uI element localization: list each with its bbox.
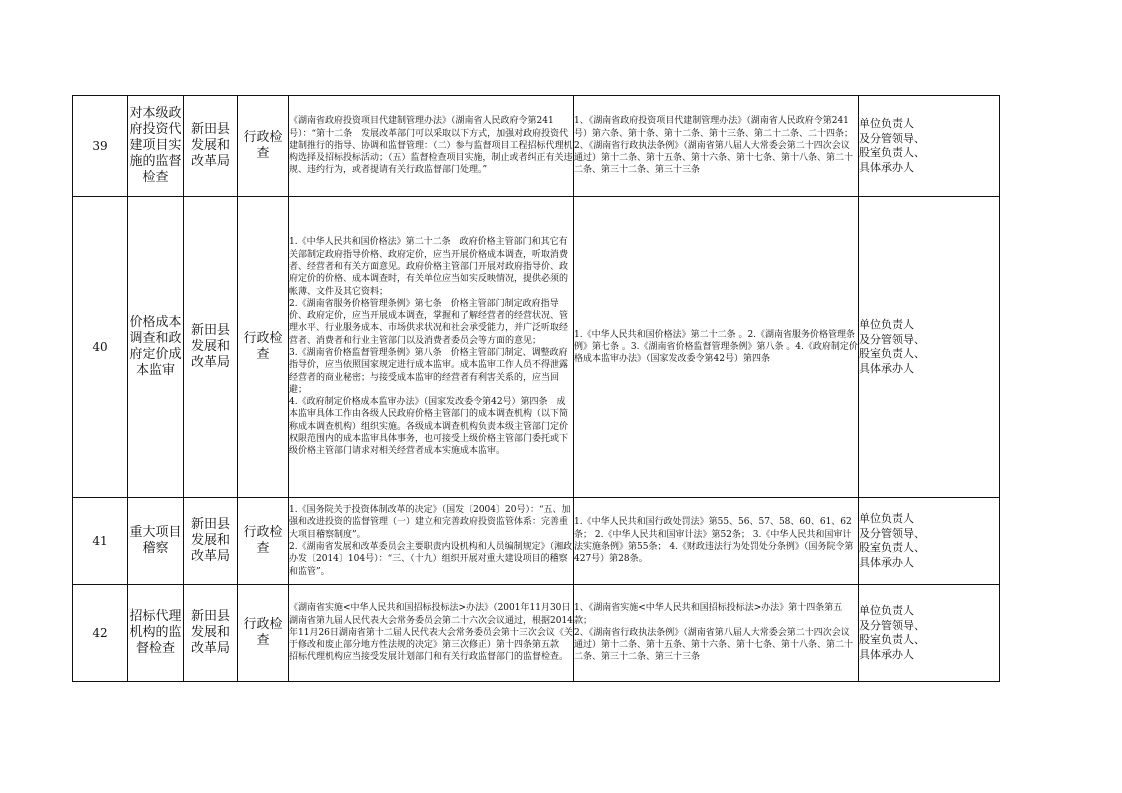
responsible-persons: 单位负责人 及分管领导、 股室负责人、 具体承办人	[859, 197, 1000, 498]
action-type: 行政检 查	[238, 585, 289, 682]
table-row	[73, 498, 1000, 585]
table-row	[73, 585, 1000, 682]
responsible-persons: 单位负责人 及分管领导、 股室负责人、 具体承办人	[859, 498, 1000, 585]
legal-provisions: 1.《中华人民共和国行政处罚法》第55、56、57、58、60、61、62条； 2.《中华人民共和国审计法》第52条； 3.《中华人民共和国审计法实施条例》第55条； 4.《财政违法行为处罚处分条例》（国务院令第427号）第28条。	[574, 498, 859, 585]
responsible-persons: 单位负责人 及分管领导、 股室负责人、 具体承办人	[859, 96, 1000, 197]
item-name: 重大项目 稽察	[128, 498, 184, 585]
row-number: 40	[73, 197, 128, 498]
table-row	[73, 197, 1000, 498]
department: 新田县 发展和 改革局	[184, 96, 238, 197]
action-type: 行政检 查	[238, 197, 289, 498]
department: 新田县 发展和 改革局	[184, 498, 238, 585]
legal-provisions: 1、《湖南省实施<中华人民共和国招标投标法>办法》第十四条第五款； 2、《湖南省行政执法条例》（湖南省第八届人大常委会第二十四次会议通过）第十二条、第十五条、第十六条、第十七条、第十八条、第二十二条、第三十二条、第三十三条	[574, 585, 859, 682]
legal-provisions: 1.《中华人民共和国价格法》第二十二条 。2.《湖南省服务价格管理条例》第七条 。3.《湖南省价格监督管理条例》第八条 。4.《政府制定价格成本监审办法》（国家发改委令第42号）第四条	[574, 197, 859, 498]
table-row	[73, 96, 1000, 197]
action-type: 行政检 查	[238, 96, 289, 197]
item-name: 招标代理 机构的监 督检查	[128, 585, 184, 682]
department: 新田县 发展和 改革局	[184, 197, 238, 498]
legal-provisions: 1、《湖南省政府投资项目代建制管理办法》（湖南省人民政府令第241号）第六条、第十条、第十二条、第十三条、第二十二条、二十四条； 2、《湖南省行政执法条例》（湖南省第八届人大常委会第二十四次会议通过）第十二条、第十五条、第十六条、第十七条、第十八条、第二十二条、第三十二条、第三十三条	[574, 96, 859, 197]
row-number: 42	[73, 585, 128, 682]
legal-basis: 《湖南省政府投资项目代建制管理办法》（湖南省人民政府令第241号）：“第十二条 发展改革部门可以采取以下方式，加强对政府投资代建制推行的指导、协调和监督管理：（二）参与监督项目工程招标代理机构选择及招标投标活动；（五）监督检查项目实施，制止或者纠正有关违规、违约行为，或者提请有关行政监督部门处理。”	[289, 96, 574, 197]
item-name: 对本级政 府投资代 建项目实 施的监督 检查	[128, 96, 184, 197]
legal-basis: 1.《中华人民共和国价格法》第二十二条 政府价格主管部门和其它有关部制定政府指导价格、政府定价，应当开展价格成本调查，听取消费者、经营者和有关方面意见。政府价格主管部门开展对政府指导价、政府定价的价格、成本调查时，有关单位应当如实反映情况，提供必须的帐薄、文件及其它资料； 2.《湖南省服务价格管理条例》第七条 价格主管部门制定政府指导价、政府定价，应当开展成本调查，掌握和了解经营者的经营状况、管理水平、行业服务成本、市场供求状况和社会承受能力，并广泛听取经营者、消费者和行业主管部门以及消费者委员会等方面的意见； 3.《湖南省价格监督管理条例》第八条 价格主管部门制定、调整政府指导价，应当依照国家规定进行成本监审。成本监审工作人员不得泄露经营者的商业秘密；与接受成本监审的经营者有利害关系的，应当回避； 4.《政府制定价格成本监审办法》（国家发改委令第42号）第四条 成本监审具体工作由各级人民政府价格主管部门的成本调查机构（以下简称成本调查机构）组织实施。各级成本调查机构负责本级主管部门定价权限范围内的成本监审具体事务，也可接受上级价格主管部门委托或下级价格主管部门请求对相关经营者成本实施成本监审。	[289, 197, 574, 498]
action-type: 行政检 查	[238, 498, 289, 585]
item-name: 价格成本 调查和政 府定价成 本监审	[128, 197, 184, 498]
row-number: 41	[73, 498, 128, 585]
law-enforcement-table	[72, 95, 1000, 682]
legal-basis: 《湖南省实施<中华人民共和国招标投标法>办法》（2001年11月30日湖南省第九届人民代表大会常务委员会第二十六次会议通过，根据2014年11月26日湖南省第十二届人民代表大会常务委员会第十三次会议《关于修改和废止部分地方性法规的决定》第三次修正）第十四条第五款 招标代理机构应当接受发展计划部门和有关行政监督部门的监督检查。	[289, 585, 574, 682]
department: 新田县 发展和 改革局	[184, 585, 238, 682]
responsible-persons: 单位负责人 及分管领导、 股室负责人、 具体承办人	[859, 585, 1000, 682]
row-number: 39	[73, 96, 128, 197]
legal-basis: 1.《国务院关于投资体制改革的决定》（国发〔2004〕20号）：“五、加强和改进投资的监督管理（一）建立和完善政府投资监管体系：完善重大项目稽察制度”。 2.《湖南省发展和改革委员会主要职责内设机构和人员编制规定》（湘政办发〔2014〕104号）：“三、（十九）组织开展对重大建设项目的稽察和监管”。	[289, 498, 574, 585]
